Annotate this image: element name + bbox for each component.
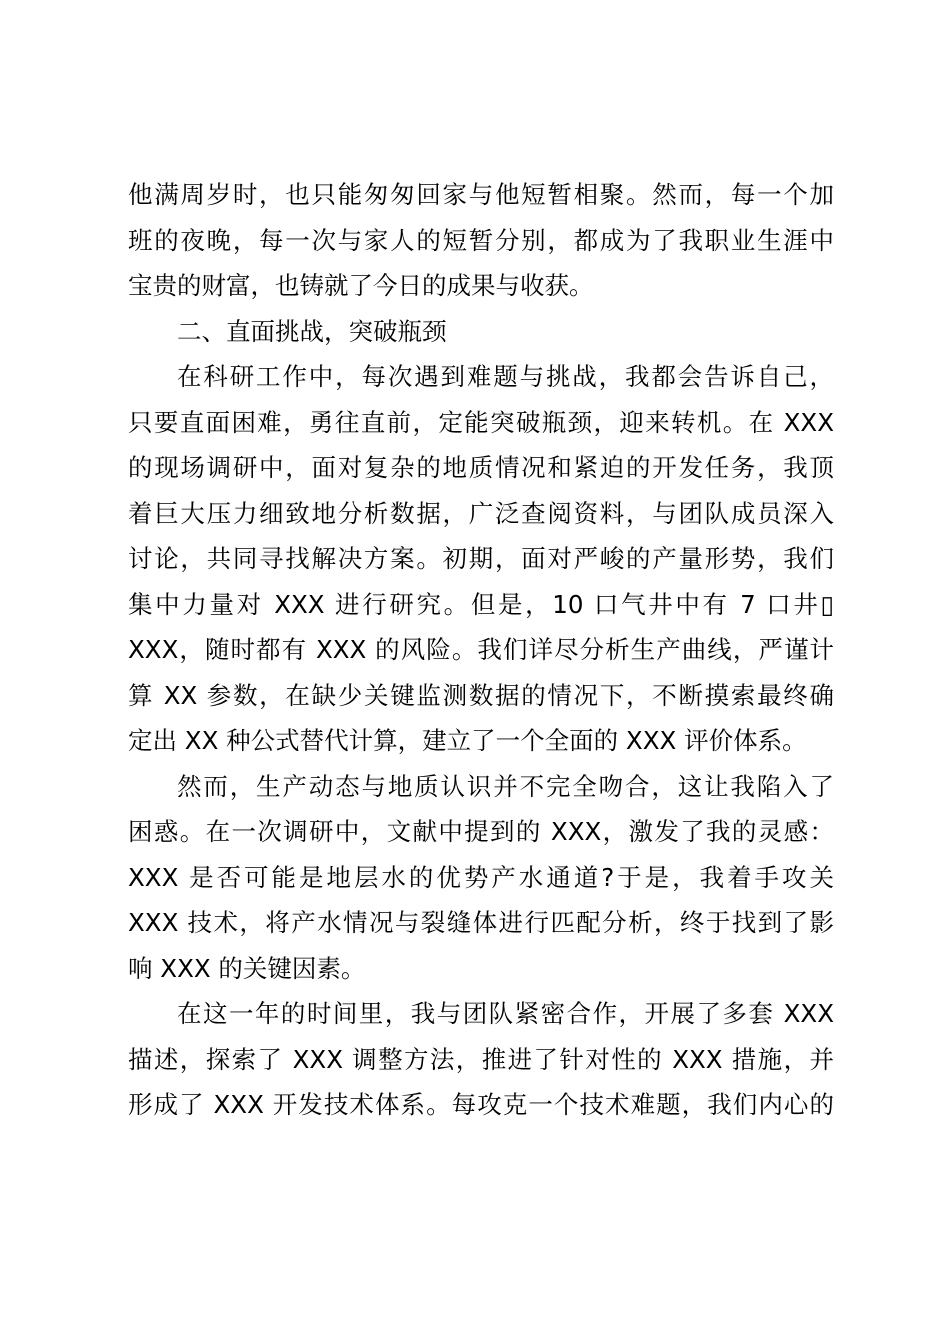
section-heading-text: 二、直面挑战，突破瓶颈: [177, 316, 447, 346]
text-line: 在这一年的时间里，我与团队紧密合作，开展了多套 XXX: [177, 999, 834, 1028]
text-line: 班的夜晚，每一次与家人的短暂分别，都成为了我职业生涯中: [128, 225, 834, 255]
text-line: 响 XXX 的关键因素。: [128, 953, 366, 983]
text-line: 形成了 XXX 开发技术体系。每攻克一个技术难题，我们内心的: [128, 1090, 834, 1119]
body-text: [128, 172, 834, 1128]
text-line: 的现场调研中，面对复杂的地质情况和紧迫的开发任务，我顶: [128, 453, 834, 482]
section-heading: [128, 309, 834, 355]
paragraph-continued: [128, 172, 834, 309]
text-line: 在科研工作中，每次遇到难题与挑战，我都会告诉自己，: [177, 362, 834, 391]
text-line: 定出 XX 种公式替代计算，建立了一个全面的 XXX 评价体系。: [128, 726, 807, 755]
paragraph-2: [128, 764, 834, 992]
paragraph-1: [128, 354, 834, 764]
text-line: 讨论，共同寻找解决方案。初期，面对严峻的产量形势，我们: [128, 544, 834, 573]
text-line: 算 XX 参数，在缺少关键监测数据的情况下，不断摸索最终确: [128, 680, 834, 710]
text-line: 着巨大压力细致地分析数据，广泛查阅资料，与团队成员深入: [128, 498, 834, 528]
text-line: 集中力量对 XXX 进行研究。但是，10 口气井中有 7 口井▯: [128, 589, 834, 619]
text-line: 只要直面困难，勇往直前，定能突破瓶颈，迎来转机。在 XXX: [128, 407, 834, 437]
text-line: 描述，探索了 XXX 调整方法，推进了针对性的 XXX 措施，并: [128, 1044, 834, 1074]
text-line: 困惑。在一次调研中，文献中提到的 XXX，激发了我的灵感：: [128, 817, 834, 846]
text-line: 他满周岁时，也只能匆匆回家与他短暂相聚。然而，每一个加: [128, 180, 834, 209]
text-line: 宝贵的财富，也铸就了今日的成果与收获。: [128, 271, 594, 300]
text-line: XXX 是否可能是地层水的优势产水通道?于是，我着手攻关: [128, 862, 834, 892]
text-line: XXX，随时都有 XXX 的风险。我们详尽分析生产曲线，严谨计: [128, 635, 834, 664]
paragraph-3: [128, 991, 834, 1128]
text-line: 然而，生产动态与地质认识并不完全吻合，这让我陷入了: [177, 771, 834, 801]
text-line: XXX 技术，将产水情况与裂缝体进行匹配分析，终于找到了影: [128, 908, 834, 937]
